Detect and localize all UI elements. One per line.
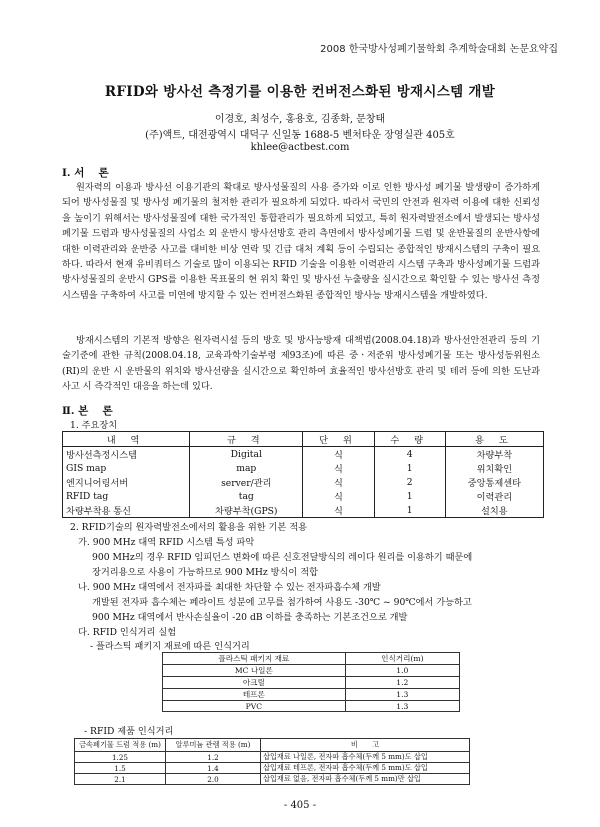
table-cell: 위치확인 [445,461,543,475]
table-row [75,763,470,774]
table-cell: Digital [190,447,303,462]
equipment-table-header [63,432,544,447]
plastic-package-table [162,652,460,712]
column-header: 인식거리(m) [345,653,459,665]
table-cell: 삽입재료 나일론, 전자파 흡수체(두께 5 mm)도 삽입 [261,752,470,763]
table-cell: 1 [374,461,445,475]
table-row [163,665,460,677]
subsection-a-text-2: 장거리용으로 사용이 가능하므로 900 MHz 방식이 적합 [92,567,318,578]
table-cell: 식 [303,461,374,475]
table-cell: RFID tag [63,489,190,503]
column-header: 금속폐기물 드럼 적용 (m) [75,739,166,752]
author-email: khlee@actbest.com [250,142,350,153]
table-cell: 이력관리 [445,489,543,503]
column-header: 알루미늄 관렘 적용 (m) [166,739,261,752]
affiliation: (주)액트, 대전광역시 대덕구 신일동 1688-5 벤처타운 장영실관 405호 [145,130,455,141]
subsection-a-text-1: 900 MHz의 경우 RFID 임피던스 변화에 따른 신호전달방식의 레이다 원리를 이용하기 때문에 [92,552,473,563]
paper-title: RFID와 방사선 측정기를 이용한 컨버전스화된 방재시스템 개발 [104,84,496,100]
table-cell: 식 [303,503,374,518]
table-cell: map [190,461,303,475]
column-header: 용 도 [445,432,543,447]
table-cell: 방사선측정시스템 [63,447,190,462]
author-list: 이경호, 최성수, 홍용호, 김종화, 문창태 [214,114,386,125]
table-row [63,447,544,462]
table-row [75,752,470,763]
table-cell: PVC [163,701,346,712]
table-cell: server/관리 [190,475,303,489]
table-cell: 1.4 [166,763,261,774]
subsection-b-text-1: 개발된 전자파 흡수체는 페라이트 성분에 고무를 첨가하여 사용도 -30℃ ~ 90℃에서 가능하고 [92,597,472,608]
body-heading: Ⅱ. 본 론 [62,405,113,417]
subsection-b-heading: 나. 900 MHz 대역에서 전자파를 최대한 차단할 수 있는 전자파흡수체 개발 [78,582,381,593]
equipment-heading: 1. 주요장치 [70,420,118,431]
plastic-table-header [163,653,460,665]
table-cell: 2.0 [166,774,261,785]
table-row [163,677,460,689]
table-row [63,489,544,503]
table-row [63,461,544,475]
rfid-product-table [74,738,470,785]
table-cell: 삽입재료 테프론, 전자파 흡수체(두께 5 mm)도 삽입 [261,763,470,774]
table-cell: MC 나일론 [163,665,346,677]
column-header: 플라스틱 패키지 재료 [163,653,346,665]
table-cell: 4 [374,447,445,462]
section-2-heading: 2. RFID기술의 원자력발전소에서의 활용을 위한 기본 적용 [70,522,307,533]
table-cell: 중앙통제센타 [445,475,543,489]
column-header: 비 고 [261,739,470,752]
table-cell: 차량부착(GPS) [190,503,303,518]
table-cell: 아크릴 [163,677,346,689]
table-cell: 식 [303,489,374,503]
column-header: 규 격 [190,432,303,447]
equipment-table [62,431,544,518]
conference-header: 2008 한국방사성폐기물학회 추계학술대회 논문요약집 [320,44,558,55]
table-row [163,701,460,712]
table-cell: 차량부착 [445,447,543,462]
column-header: 단 위 [303,432,374,447]
intro-paragraph-2: 방재시스템의 기본적 방향은 원자력시설 등의 방호 및 방사능방재 대책법(2008.04.18)과 방사선안전관리 등의 기술기준에 관한 규칙(2008.04.18, 교육과학기술부령 제93조)에 따른 중ㆍ저준위 방사성폐기물 또는 방사성동위원소(RI)의 운반 시 운반물의 위치와 방사선량을 실시간으로 확인하여 효율적인 방사선방호 관리 및 테러 등에 의한 도난과 사고 시 즉각적인 대응을 하는데 있다. [62,335,540,393]
table-row [63,503,544,518]
table-cell: tag [190,489,303,503]
table-cell: 1.3 [345,689,459,701]
table-cell: 설치용 [445,503,543,518]
table-row [75,774,470,785]
table-cell: GIS map [63,461,190,475]
table-cell: 2.1 [75,774,166,785]
table-cell: 1.25 [75,752,166,763]
table-cell: 1.0 [345,665,459,677]
table-row [163,689,460,701]
page-number: - 405 - [283,800,317,811]
rfid-table-header [75,739,470,752]
plastic-table-caption: - 플라스틱 패키지 재료에 따른 인식거리 [90,641,250,652]
subsection-a-heading: 가. 900 MHz 대역 RFID 시스템 특성 파악 [78,537,255,548]
column-header: 수 량 [374,432,445,447]
table-cell: 1 [374,503,445,518]
subsection-c-heading: 다. RFID 인식거리 실험 [78,627,177,638]
intro-paragraph-1: 원자력의 이용과 방사선 이용기관의 확대로 방사성물질의 사용 증가와 이로 인한 방사성 폐기물 발생량이 증가하게 되어 방사성물질 및 방사성 폐기물의 철저한 관리가 필요하게 되었다. 따라서 국민의 안전과 원자력 이용에 대한 신뢰성을 높이기 위해서는 방사성물질에 대한 국가적인 통합관리가 필요하게 되었고, 특히 원자력발전소에서 발생되는 방사성폐기물 드럼과 방사성물질의 사업소 외 운반시 방사선방호 관리 측면에서 방사성폐기물 드럼 및 운반물질의 운반사항에 대한 이력관리와 운반중 사고를 대비한 비상 연락 및 긴급 대처 계획 등이 수립되는 종합적인 방재시스템의 구축이 필요하다. 따라서 현재 유비쿼터스 기술로 많이 이용되는 RFID 기술을 이용한 이력관리 시스템 구축과 방사성폐기물 드럼과 방사성물질의 운반시 GPS를 이용한 목표물의 현 위치 확인 및 방사선 누출량을 실시간으로 확인할 수 있는 방사선 측정 시스템을 구축하여 사고를 미연에 방지할 수 있는 컨버전스화된 종합적인 방사능 방재시스템을 개발하였다. [62,182,540,301]
table-cell: 엔지니어링서버 [63,475,190,489]
table-cell: 1.3 [345,701,459,712]
table-cell: 1 [374,489,445,503]
table-cell: 차량부착용 통신 [63,503,190,518]
intro-heading: Ⅰ. 서 론 [62,167,109,179]
table-cell: 삽입재료 없음, 전자파 흡수체(두께 5 mm)만 삽입 [261,774,470,785]
table-cell: 테프론 [163,689,346,701]
rfid-table-caption: - RFID 제품 인식거리 [84,726,174,737]
table-cell: 식 [303,475,374,489]
table-cell: 2 [374,475,445,489]
table-row [63,475,544,489]
column-header: 내 역 [63,432,190,447]
table-cell: 식 [303,447,374,462]
table-cell: 1.2 [345,677,459,689]
subsection-b-text-2: 900 MHz 대역에서 반사손실율이 -20 dB 이하를 충족하는 기본조건으로 개발 [92,612,408,623]
table-cell: 1.5 [75,763,166,774]
table-cell: 1.2 [166,752,261,763]
